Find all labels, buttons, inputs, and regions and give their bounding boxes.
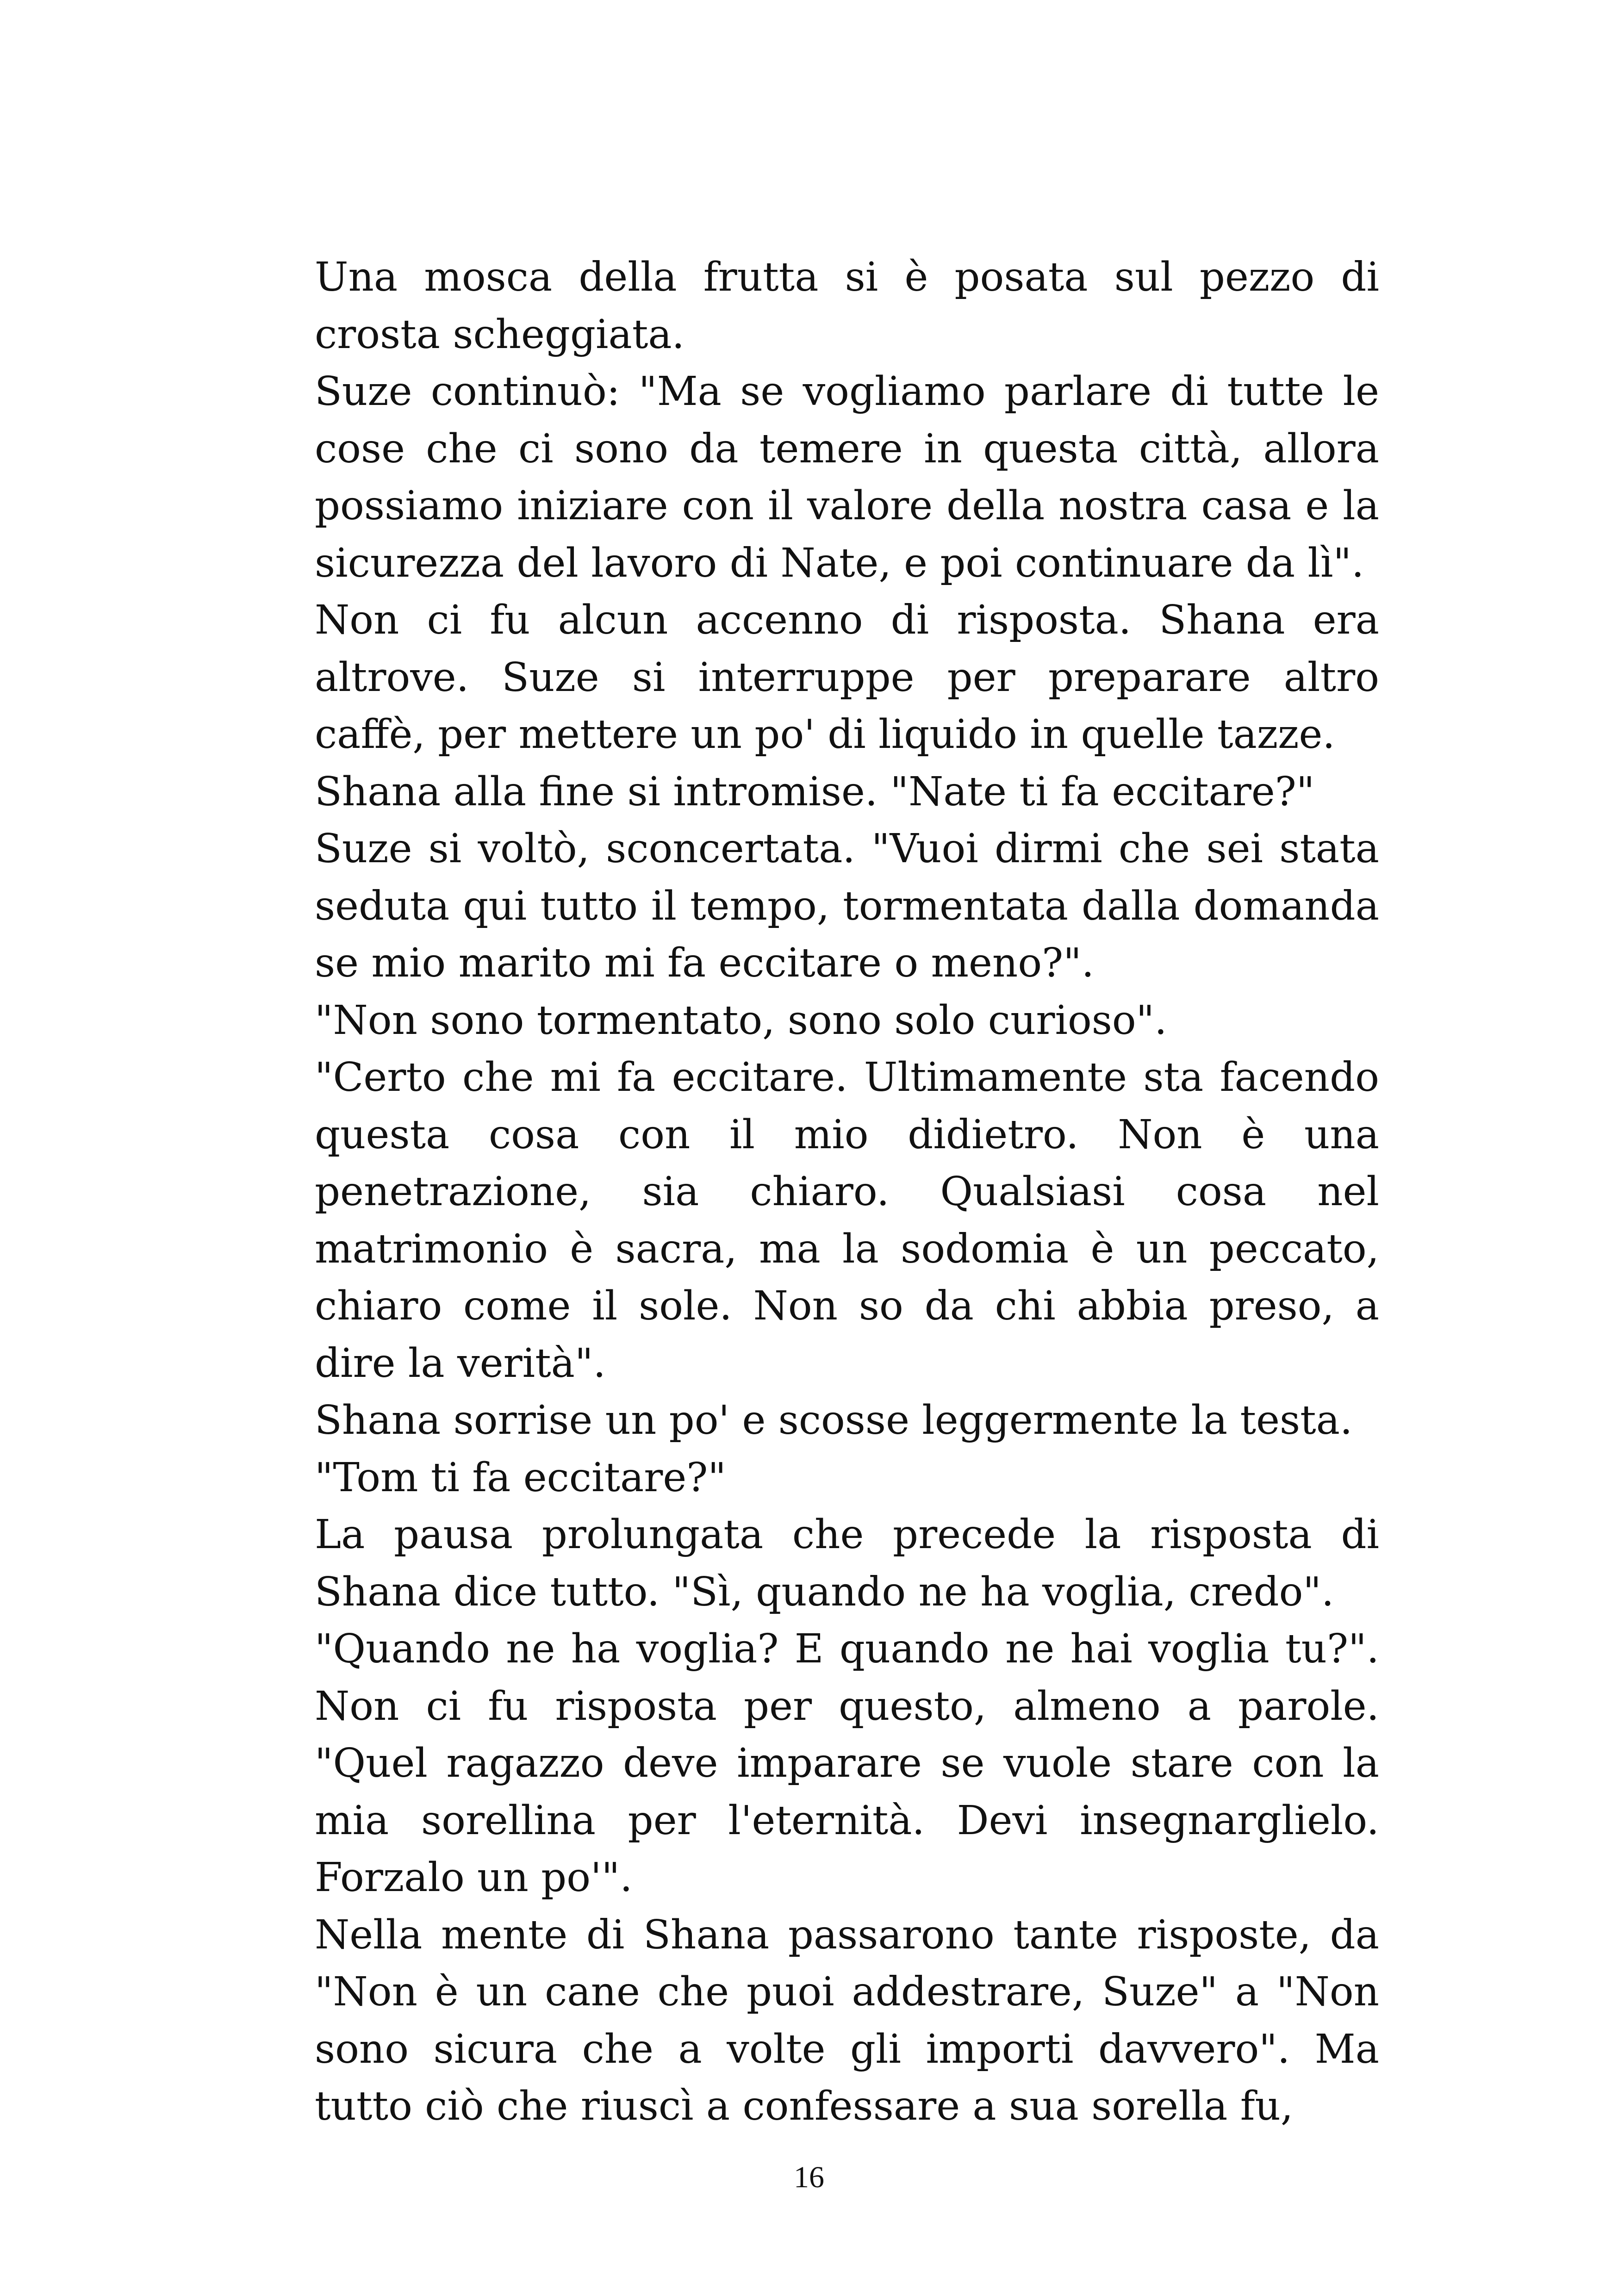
paragraph: Shana alla fine si intromise. "Nate ti fa eccitare?" [315, 768, 1315, 815]
paragraph: La pausa prolungata che precede la risposta di Shana dice tutto. "Sì, quando ne ha voglia, credo". [315, 1512, 1379, 1615]
paragraph: Suze si voltò, sconcertata. "Vuoi dirmi che sei stata seduta qui tutto il tempo, tormentata dalla domanda se mio marito mi fa eccitare o meno?". [315, 826, 1379, 986]
page-number: 16 [794, 2160, 824, 2194]
paragraph: Nella mente di Shana passarono tante risposte, da "Non è un cane che puoi addestrare, Suze" a "Non sono sicura che a volte gli importi davvero". Ma tutto ciò che riuscì a confessare a sua sorella fu, [315, 1911, 1379, 2129]
paragraph: Shana sorrise un po' e scosse leggermente la testa. [315, 1397, 1353, 1444]
paragraph: "Certo che mi fa eccitare. Ultimamente sta facendo questa cosa con il mio didietro. Non è una penetrazione, sia chiaro. Qualsiasi cosa nel matrimonio è sacra, ma la sodomia è un peccato, chiaro come il sole. Non so da chi abbia preso, a dire la verità". [315, 1054, 1379, 1387]
paragraph: Non ci fu alcun accenno di risposta. Shana era altrove. Suze si interruppe per preparare altro caffè, per mettere un po' di liquido in quelle tazze. [315, 597, 1379, 758]
paragraph: Suze continuò: "Ma se vogliamo parlare di tutte le cose che ci sono da temere in questa città, allora possiamo iniziare con il valore della nostra casa e la sicurezza del lavoro di Nate, e poi continuare da lì". [315, 368, 1379, 586]
paragraph: Una mosca della frutta si è posata sul pezzo di crosta scheggiata. [315, 254, 1379, 358]
paragraph: "Quando ne ha voglia? E quando ne hai voglia tu?". Non ci fu risposta per questo, almeno a parole. "Quel ragazzo deve imparare se vuole stare con la mia sorellina per l'eternità. Devi insegnarglielo. Forzalo un po'". [315, 1626, 1379, 1901]
paragraph: "Non sono tormentato, sono solo curioso". [315, 997, 1167, 1044]
paragraph: "Tom ti fa eccitare?" [315, 1454, 726, 1501]
body-text [315, 249, 1379, 2135]
